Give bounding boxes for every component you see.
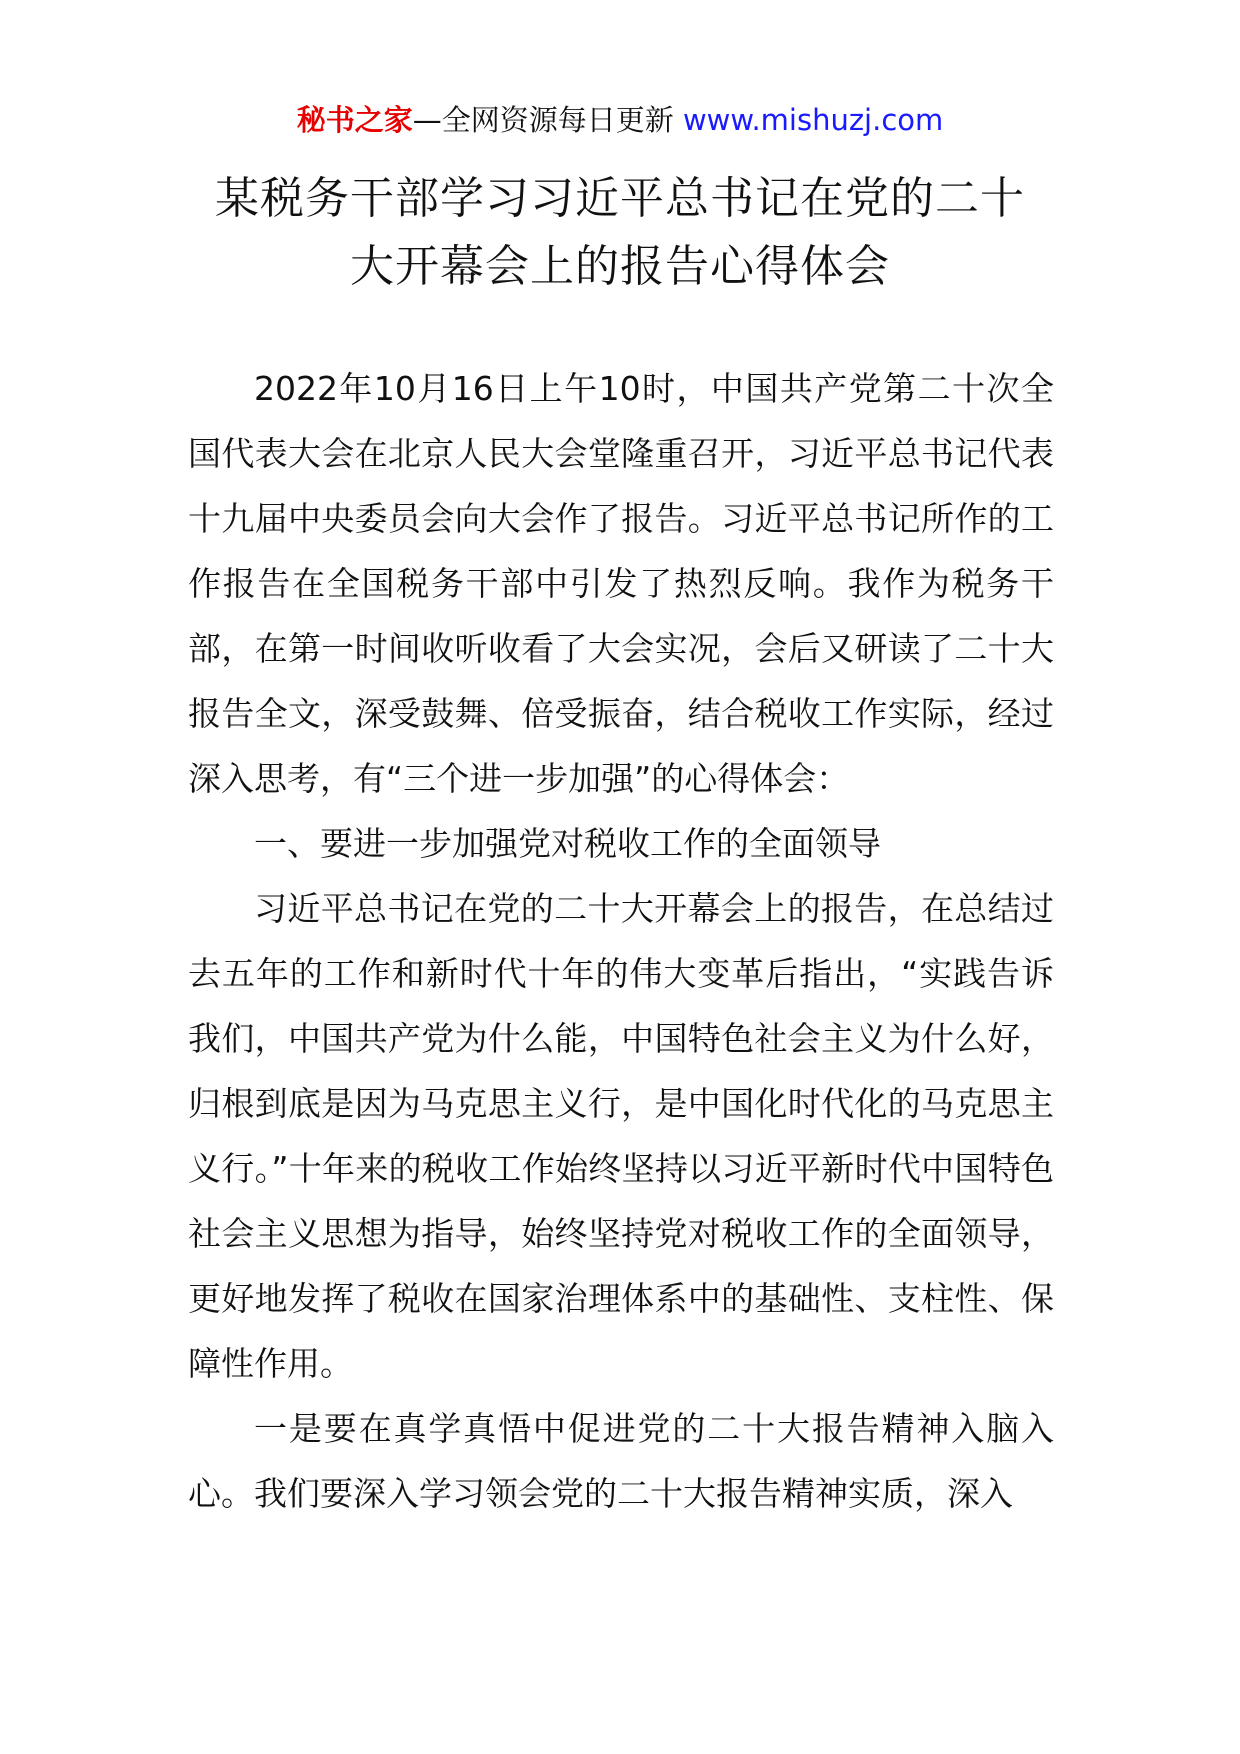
title-line-1: 某税务干部学习习近平总书记在党的二十 — [215, 173, 1025, 224]
title-line-2: 大开幕会上的报告心得体会 — [350, 241, 890, 292]
document-body — [188, 356, 1054, 1526]
point-1-paragraph: 一是要在真学真悟中促进党的二十大报告精神入脑入心。我们要深入学习领会党的二十大报告精神实质，深入 — [188, 1409, 1054, 1513]
header-tagline: —全网资源每日更新 — [412, 103, 683, 137]
intro-paragraph: 2022年10月16日上午10时，中国共产党第二十次全国代表大会在北京人民大会堂隆重召开，习近平总书记代表十九届中央委员会向大会作了报告。习近平总书记所作的工作报告在全国税务干部中引发了热烈反响。我作为税务干部，在第一时间收听收看了大会实况，会后又研读了二十大报告全文，深受鼓舞、倍受振奋，结合税收工作实际，经过深入思考，有“三个进一步加强”的心得体会： — [188, 369, 1054, 798]
site-header — [0, 100, 1240, 140]
brand-name: 秘书之家 — [296, 103, 413, 137]
site-url-link[interactable]: www.mishuzj.com — [682, 103, 944, 137]
section-1-paragraph: 习近平总书记在党的二十大开幕会上的报告，在总结过去五年的工作和新时代十年的伟大变革后指出，“实践告诉我们，中国共产党为什么能，中国特色社会主义为什么好，归根到底是因为马克思主义行，是中国化时代化的马克思主义行。”十年来的税收工作始终坚持以习近平新时代中国特色社会主义思想为指导，始终坚持党对税收工作的全面领导，更好地发挥了税收在国家治理体系中的基础性、支柱性、保障性作用。 — [188, 889, 1054, 1383]
section-heading-1: 一、要进一步加强党对税收工作的全面领导 — [254, 824, 881, 863]
document-title — [0, 165, 1240, 301]
